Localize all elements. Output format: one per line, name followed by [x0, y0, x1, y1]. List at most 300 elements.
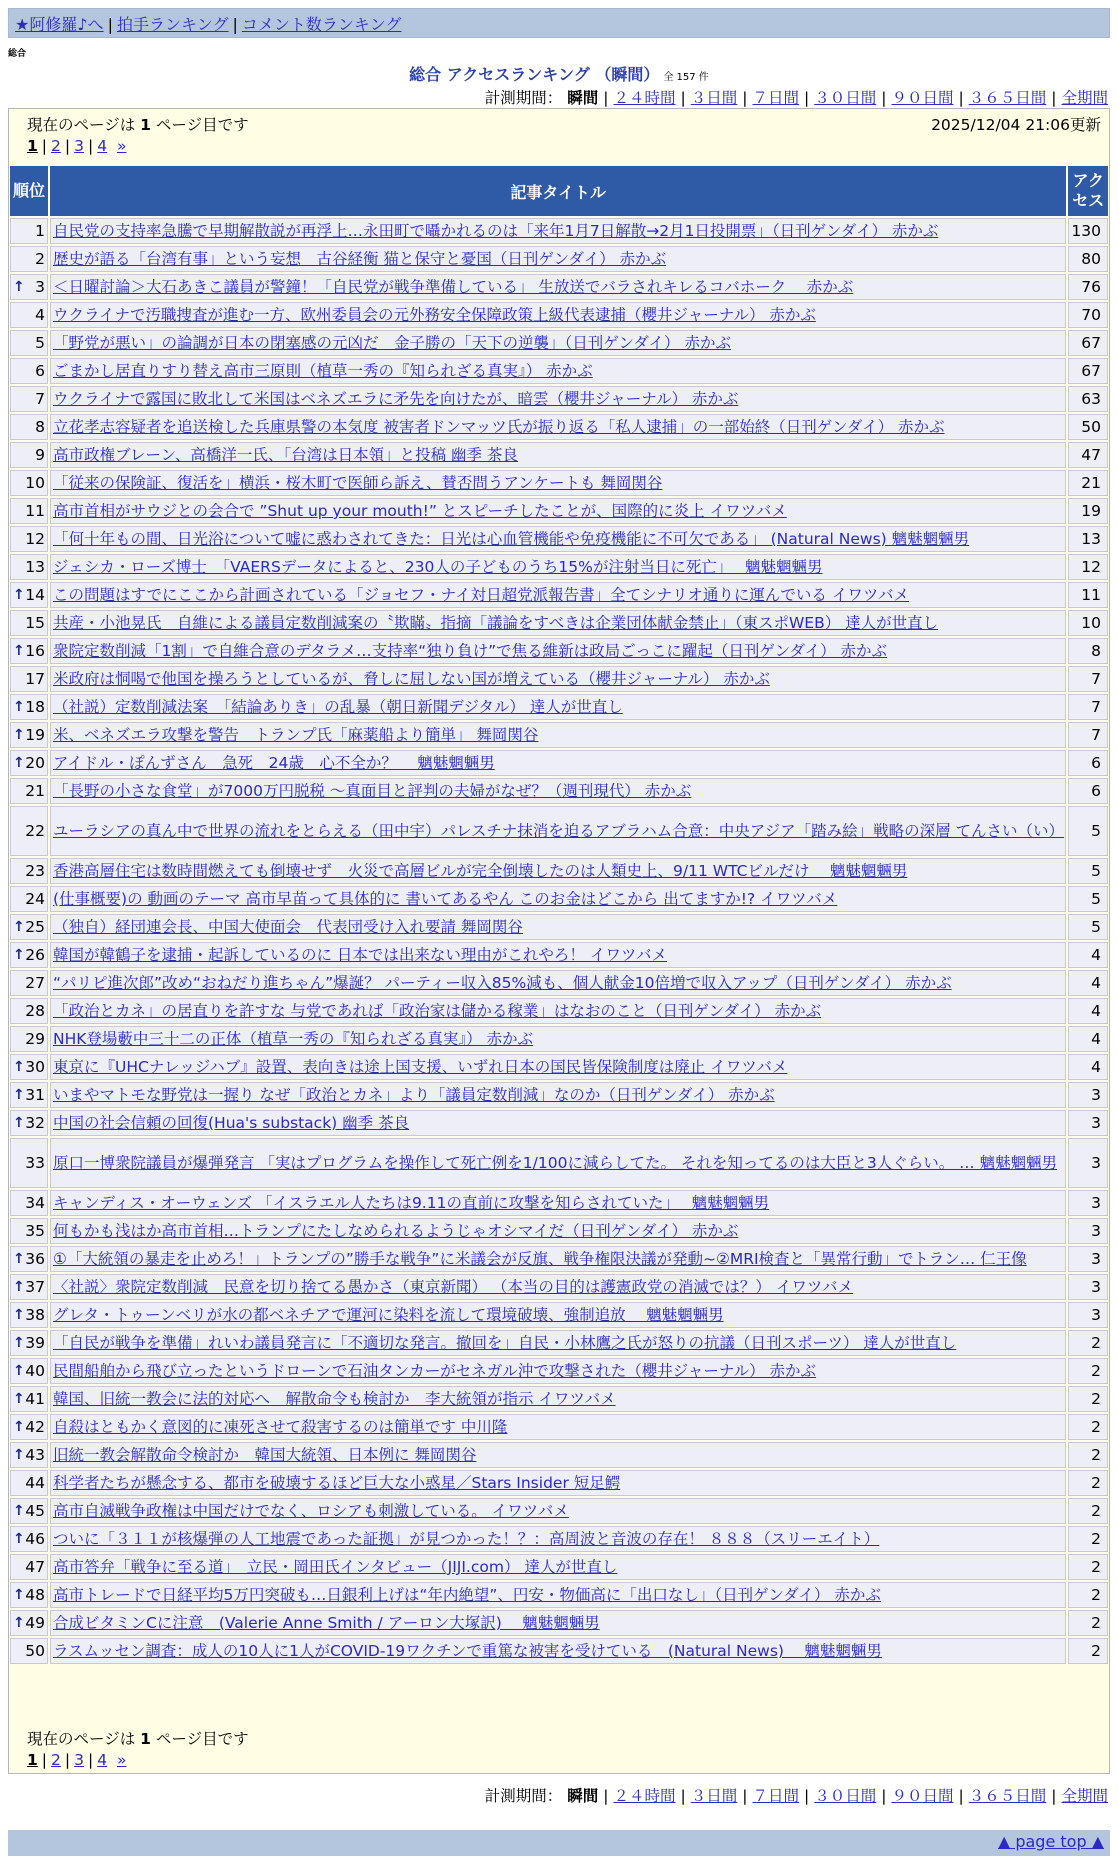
- rank-number: 11: [25, 502, 45, 520]
- article-title-link[interactable]: 高市答弁「戦争に至る道」 立民・岡田氏インタビュー（JIJI.com） 達人が世直し: [53, 1558, 618, 1576]
- article-title-link[interactable]: 高市首相がサウジとの会合で ”Shut up your mouth!” とスピーチしたことが、国際的に炎上 イワツバメ: [53, 502, 787, 520]
- rank-cell: [10, 1526, 48, 1552]
- table-row: [10, 778, 1108, 804]
- article-title-link[interactable]: ジェシカ・ローズ博士 「VAERSデータによると、230人の子どものうち15%が注射当日に死亡」 魑魅魍魎男: [53, 558, 823, 576]
- rank-cell: [10, 414, 48, 440]
- updated-timestamp: 2025/12/04 21:06更新: [931, 116, 1101, 134]
- page-info-number: 1: [140, 1730, 151, 1748]
- rank-cell: [10, 1026, 48, 1052]
- rank-number: 27: [25, 974, 45, 992]
- article-title-link[interactable]: (仕事概要)の 動画のテーマ 高市早苗って具体的に 書いてあるやん このお金はどこから 出てますか!? イワツバメ: [53, 890, 838, 908]
- rank-number: 37: [25, 1278, 45, 1296]
- title-cell: [50, 218, 1066, 244]
- article-title-link[interactable]: 中国の社会信頼の回復(Hua's substack) 幽季 茶良: [53, 1114, 410, 1132]
- article-title-link[interactable]: 原口一博衆院議員が爆弾発言 「実はプログラムを操作して死亡例を1/100に減らしてた。 それを知ってるのは大臣と3人ぐらい。 … 魑魅魍魎男: [53, 1154, 1058, 1172]
- article-title-link[interactable]: 韓国が韓鶴子を逮捕・起訴しているのに 日本では出来ない理由がこれやろ！ イワツバメ: [53, 946, 668, 964]
- rank-number: 4: [35, 306, 45, 324]
- article-title-link[interactable]: “パリピ進次郎”改め“おねだり進ちゃん”爆誕？ パーティー収入85%減も、個人献金10倍増で収入アップ（日刊ゲンダイ） 赤かぶ: [53, 974, 952, 992]
- rank-up-arrow-icon: ↑: [13, 919, 25, 935]
- rank-number: 23: [25, 862, 45, 880]
- article-title-link[interactable]: 米政府は恫喝で他国を操ろうとしているが、脅しに屈しない国が増えている（櫻井ジャーナル） 赤かぶ: [53, 670, 770, 688]
- rank-up-arrow-icon: ↑: [13, 699, 25, 715]
- rank-cell: [10, 1358, 48, 1384]
- table-row: [10, 1414, 1108, 1440]
- rank-number: 50: [25, 1642, 45, 1660]
- table-row: [10, 1274, 1108, 1300]
- period-link-90d[interactable]: ９０日間: [891, 89, 954, 107]
- table-row: [10, 358, 1108, 384]
- access-count: 3: [1068, 1190, 1108, 1216]
- article-title-link[interactable]: 科学者たちが懸念する、都市を破壊するほど巨大な小惑星／Stars Insider 短足鰐: [53, 1474, 621, 1492]
- table-row: [10, 246, 1108, 272]
- page-title: [0, 62, 1118, 85]
- title-cell: [50, 1358, 1066, 1384]
- rank-cell: [10, 1638, 48, 1664]
- rank-cell: [10, 358, 48, 384]
- period-link-all[interactable]: 全期間: [1061, 89, 1108, 107]
- rank-cell: [10, 1330, 48, 1356]
- rank-number: 35: [25, 1222, 45, 1240]
- article-title-link[interactable]: この問題はすでにここから計画されている「ジョセフ・ナイ対日超党派報告書」全てシナリオ通りに運んでいる イワツバメ: [53, 586, 910, 604]
- pager-current: 1: [27, 1751, 38, 1769]
- table-row: [10, 1526, 1108, 1552]
- access-count: 8: [1068, 638, 1108, 664]
- rank-up-arrow-icon: ↑: [13, 1115, 25, 1131]
- access-count: 5: [1068, 886, 1108, 912]
- rank-cell: [10, 610, 48, 636]
- article-title-link[interactable]: いまやマトモな野党は一握り なぜ「政治とカネ」より「議員定数削減」なのか（日刊ゲンダイ） 赤かぶ: [53, 1086, 775, 1104]
- clap-ranking-link[interactable]: 拍手ランキング: [116, 15, 229, 34]
- access-count: 2: [1068, 1358, 1108, 1384]
- rank-up-arrow-icon: ↑: [13, 1335, 25, 1351]
- pager-next[interactable]: »: [116, 137, 127, 155]
- table-row: [10, 610, 1108, 636]
- access-count: 2: [1068, 1442, 1108, 1468]
- table-row: [10, 554, 1108, 580]
- access-count: 5: [1068, 806, 1108, 856]
- access-count: 5: [1068, 858, 1108, 884]
- article-title-link[interactable]: 衆院定数削減「1割」で自維合意のデタラメ…支持率“独り負け”で焦る維新は政局ごっこに躍起（日刊ゲンダイ） 赤かぶ: [53, 642, 888, 660]
- access-count: 2: [1068, 1498, 1108, 1524]
- pager-bottom: 1 | 2 | 3 | 4 »: [27, 1751, 127, 1769]
- period-current: 瞬間: [567, 1787, 599, 1805]
- article-title-link[interactable]: 高市トレードで日経平均5万円突破も…日銀利上げは“年内絶望”、円安・物価高に「出口なし」（日刊ゲンダイ） 赤かぶ: [53, 1586, 881, 1604]
- access-count: 47: [1068, 442, 1108, 468]
- pager-link-2[interactable]: 2: [51, 137, 61, 155]
- table-row: [10, 1498, 1108, 1524]
- article-title-link[interactable]: 民間船舶から飛び立ったというドローンで石油タンカーがセネガル沖で攻撃された（櫻井ジャーナル） 赤かぶ: [53, 1362, 817, 1380]
- article-title-link[interactable]: 自殺はともかく意図的に凍死させて殺害するのは簡単です 中川隆: [53, 1418, 508, 1436]
- rank-up-arrow-icon: ↑: [13, 1447, 25, 1463]
- rank-cell: [10, 1246, 48, 1272]
- article-title-link[interactable]: 何もかも浅はか高市首相…トランプにたしなめられるようじゃオシマイだ（日刊ゲンダイ） 赤かぶ: [53, 1222, 739, 1240]
- table-row: [10, 470, 1108, 496]
- rank-up-arrow-icon: ↑: [13, 1279, 25, 1295]
- page-info-bottom: [27, 1727, 249, 1749]
- rank-up-arrow-icon: ↑: [13, 947, 25, 963]
- article-title-link[interactable]: ラスムッセン調査：成人の10人に1人がCOVID-19ワクチンで重篤な被害を受けている (Natural News) 魑魅魍魎男: [53, 1642, 882, 1660]
- rank-number: 9: [35, 446, 45, 464]
- title-cell: [50, 1554, 1066, 1580]
- page-info-text: ページ目です: [155, 116, 249, 134]
- category-label: 総合: [8, 49, 27, 59]
- access-count: 3: [1068, 1082, 1108, 1108]
- table-row: [10, 666, 1108, 692]
- rank-number: 39: [25, 1334, 45, 1352]
- table-row: [10, 442, 1108, 468]
- access-count: 2: [1068, 1582, 1108, 1608]
- separator: |: [107, 15, 113, 34]
- rank-number: 32: [25, 1114, 45, 1132]
- pager-link-4[interactable]: 4: [97, 137, 108, 155]
- title-cell: [50, 1498, 1066, 1524]
- period-selector-bottom: 計測期間： 瞬間 | ２４時間 | ３日間 | ７日間 | ３０日間 | ９０日間 | ３６５日間 | 全期間: [484, 1787, 1108, 1805]
- rank-cell: [10, 750, 48, 776]
- access-count: 2: [1068, 1330, 1108, 1356]
- period-link-90d[interactable]: ９０日間: [891, 1787, 954, 1805]
- rank-up-arrow-icon: ↑: [13, 279, 25, 295]
- header-title: 記事タイトル: [50, 166, 1066, 216]
- title-cell: [50, 1582, 1066, 1608]
- rank-up-arrow-icon: ↑: [13, 1503, 25, 1519]
- table-row: [10, 218, 1108, 244]
- table-row: [10, 526, 1108, 552]
- article-title-link[interactable]: （独自）経団連会長、中国大使面会 代表団受け入れ要請 舞岡関谷: [53, 918, 523, 936]
- article-title-link[interactable]: 「政治とカネ」の居直りを許すな 与党であれば「政治家は儲かる稼業」はなおのこと（日刊ゲンダイ） 赤かぶ: [53, 1002, 822, 1020]
- period-label: 計測期間：: [484, 89, 563, 107]
- access-count: 3: [1068, 1138, 1108, 1188]
- table-row: [10, 302, 1108, 328]
- footer-bar: [8, 1830, 1110, 1856]
- table-row: [10, 942, 1108, 968]
- rank-cell: [10, 554, 48, 580]
- access-count: 63: [1068, 386, 1108, 412]
- article-title-link[interactable]: 「自民が戦争を準備」れいわ議員発言に「不適切な発言。撤回を」自民・小林鷹之氏が怒りの抗議（日刊スポーツ） 達人が世直し: [53, 1334, 957, 1352]
- rank-cell: [10, 442, 48, 468]
- rank-up-arrow-icon: ↑: [13, 1307, 25, 1323]
- access-count: 7: [1068, 722, 1108, 748]
- article-title-link[interactable]: 「長野の小さな食堂」が7000万円脱税 〜真面目と評判の夫婦がなぜ？（週刊現代） 赤かぶ: [53, 782, 692, 800]
- rank-cell: [10, 722, 48, 748]
- rank-cell: [10, 970, 48, 996]
- period-link-7d[interactable]: ７日間: [752, 89, 799, 107]
- rank-cell: [10, 914, 48, 940]
- article-title-link[interactable]: キャンディス・オーウェンズ 「イスラエル人たちは9.11の直前に攻撃を知らされていた」 魑魅魍魎男: [53, 1194, 770, 1212]
- period-link-3d[interactable]: ３日間: [690, 1787, 738, 1805]
- title-cell: [50, 1110, 1066, 1136]
- table-row: [10, 330, 1108, 356]
- rank-number: 45: [25, 1502, 45, 1520]
- rank-cell: [10, 666, 48, 692]
- article-title-link[interactable]: 東京に『UHCナレッジハブ』設置、表向きは途上国支援、いずれ日本の国民皆保険制度は廃止 イワツバメ: [53, 1058, 788, 1076]
- title-cell: [50, 1218, 1066, 1244]
- article-title-link[interactable]: NHK登場藪中三十二の正体（植草一秀の『知られざる真実』） 赤かぶ: [53, 1030, 534, 1048]
- title-cell: [50, 1026, 1066, 1052]
- period-link-all[interactable]: 全期間: [1061, 1787, 1108, 1805]
- rank-cell: [10, 694, 48, 720]
- title-cell: [50, 886, 1066, 912]
- rank-cell: [10, 1190, 48, 1216]
- access-count: 7: [1068, 694, 1108, 720]
- article-title-link[interactable]: ユーラシアの真ん中で世界の流れをとらえる（田中宇）パレスチナ抹消を迫るアブラハム合意：中央アジア「踏み絵」戦略の深層 てんさい（い）: [53, 822, 1065, 840]
- rank-number: 12: [25, 530, 45, 548]
- rank-number: 33: [25, 1154, 45, 1172]
- title-cell: [50, 582, 1066, 608]
- access-count: 13: [1068, 526, 1108, 552]
- title-cell: [50, 1054, 1066, 1080]
- access-count: 19: [1068, 498, 1108, 524]
- article-title-link[interactable]: 「野党が悪い」の論調が日本の閉塞感の元凶だ 金子勝の「天下の逆襲」（日刊ゲンダイ） 赤かぶ: [53, 334, 731, 352]
- table-row: [10, 998, 1108, 1024]
- rank-cell: [10, 1218, 48, 1244]
- title-cell: [50, 778, 1066, 804]
- access-count: 2: [1068, 1554, 1108, 1580]
- rank-up-arrow-icon: ↑: [13, 1531, 25, 1547]
- rank-number: 22: [25, 822, 45, 840]
- pager-next[interactable]: »: [116, 1751, 127, 1769]
- rank-number: 40: [25, 1362, 45, 1380]
- article-title-link[interactable]: アイドル・ぽんずさん 急死 24歳 心不全か？ 魑魅魍魎男: [53, 754, 495, 772]
- rank-cell: [10, 778, 48, 804]
- table-row: [10, 1442, 1108, 1468]
- title-cell: [50, 274, 1066, 300]
- title-cell: [50, 1138, 1066, 1188]
- article-title-link[interactable]: 「従来の保険証、復活を」横浜・桜木町で医師ら訴え、賛否問うアンケートも 舞岡関谷: [53, 474, 663, 492]
- table-row: [10, 1054, 1108, 1080]
- title-cell: [50, 386, 1066, 412]
- article-title-link[interactable]: 合成ビタミンCに注意 (Valerie Anne Smith / アーロン大塚訳) 魑魅魍魎男: [53, 1614, 600, 1632]
- ranking-table-body: [10, 218, 1108, 1664]
- rank-number: 36: [25, 1250, 45, 1268]
- article-title-link[interactable]: 「何十年もの間、日光浴について嘘に惑わされてきた：日光は心血管機能や免疫機能に不可欠である」 (Natural News) 魑魅魍魎男: [53, 530, 970, 548]
- period-link-24h[interactable]: ２４時間: [613, 1787, 676, 1805]
- rank-up-arrow-icon: ↑: [13, 1059, 25, 1075]
- rank-up-arrow-icon: ↑: [13, 727, 25, 743]
- period-link-3d[interactable]: ３日間: [690, 89, 738, 107]
- article-title-link[interactable]: 高市自滅戦争政権は中国だけでなく、ロシアも刺激している。 イワツバメ: [53, 1502, 569, 1520]
- rank-number: 28: [25, 1002, 45, 1020]
- title-cell: [50, 610, 1066, 636]
- title-cell: [50, 330, 1066, 356]
- header-rank: 順位: [10, 166, 48, 216]
- title-cell: [50, 498, 1066, 524]
- access-count: 2: [1068, 1470, 1108, 1496]
- pager-link-4[interactable]: 4: [97, 1751, 108, 1769]
- article-title-link[interactable]: 〈社説〉衆院定数削減 民意を切り捨てる愚かさ（東京新聞） （本当の目的は護憲政党の消滅では？） イワツバメ: [53, 1278, 854, 1296]
- rank-number: 6: [35, 362, 45, 380]
- access-count: 4: [1068, 970, 1108, 996]
- access-count: 50: [1068, 414, 1108, 440]
- rank-up-arrow-icon: ↑: [13, 1615, 25, 1631]
- rank-up-arrow-icon: ↑: [13, 1251, 25, 1267]
- rank-number: 18: [25, 698, 45, 716]
- rank-cell: [10, 1610, 48, 1636]
- rank-cell: [10, 1442, 48, 1468]
- rank-up-arrow-icon: ↑: [13, 1363, 25, 1379]
- article-title-link[interactable]: ウクライナで汚職捜査が進む一方、欧州委員会の元外務安全保障政策上級代表逮捕（櫻井ジャーナル） 赤かぶ: [53, 306, 816, 324]
- rank-number: 41: [25, 1390, 45, 1408]
- title-cell: [50, 970, 1066, 996]
- rank-number: 42: [25, 1418, 45, 1436]
- period-selector-top: 計測期間： 瞬間 | ２４時間 | ３日間 | ７日間 | ３０日間 | ９０日間 | ３６５日間 | 全期間: [484, 89, 1108, 107]
- page-info-number: 1: [140, 116, 151, 134]
- rank-cell: [10, 526, 48, 552]
- article-title-link[interactable]: ①「大統領の暴走を止めろ！」トランプの”勝手な戦争”に米議会が反旗、戦争権限決議が発動~②MRI検査と「異常行動」でトラン… 仁王像: [53, 1250, 1027, 1268]
- rank-number: 44: [25, 1474, 45, 1492]
- title-cell: [50, 806, 1066, 856]
- title-cell: [50, 914, 1066, 940]
- rank-number: 20: [25, 754, 45, 772]
- rank-number: 2: [35, 250, 45, 268]
- access-count: 4: [1068, 1054, 1108, 1080]
- period-label: 計測期間：: [484, 1787, 563, 1805]
- title-cell: [50, 1274, 1066, 1300]
- rank-number: 1: [35, 222, 45, 240]
- access-count: 2: [1068, 1610, 1108, 1636]
- pager-link-3[interactable]: 3: [74, 1751, 85, 1769]
- table-row: [10, 1110, 1108, 1136]
- comment-ranking-link[interactable]: コメント数ランキング: [241, 15, 402, 34]
- article-title-link[interactable]: 韓国、旧統一教会に法的対応へ 解散命令も検討か 李大統領が指示 イワツバメ: [53, 1390, 616, 1408]
- article-title-link[interactable]: （社説）定数削減法案 「結論ありき」の乱暴（朝日新聞デジタル） 達人が世直し: [53, 698, 623, 716]
- table-row: [10, 386, 1108, 412]
- article-title-link[interactable]: 共産・小池晃氏 自維による議員定数削減案の〝欺瞞〟指摘「議論をすべきは企業団体献金禁止」（東スポWEB） 達人が世直し: [53, 614, 939, 632]
- rank-cell: [10, 886, 48, 912]
- table-row: [10, 1082, 1108, 1108]
- rank-number: 49: [25, 1614, 45, 1632]
- access-count: 4: [1068, 942, 1108, 968]
- table-row: [10, 970, 1108, 996]
- rank-cell: [10, 386, 48, 412]
- rank-cell: [10, 302, 48, 328]
- access-count: 4: [1068, 1026, 1108, 1052]
- rank-cell: [10, 1054, 48, 1080]
- period-link-365d[interactable]: ３６５日間: [968, 1787, 1047, 1805]
- page-top-link[interactable]: ▲ page top ▲: [997, 1832, 1104, 1851]
- table-row: [10, 806, 1108, 856]
- rank-number: 30: [25, 1058, 45, 1076]
- rank-number: 21: [25, 782, 45, 800]
- access-count: 76: [1068, 274, 1108, 300]
- access-count: 6: [1068, 750, 1108, 776]
- rank-cell: [10, 806, 48, 856]
- rank-cell: [10, 246, 48, 272]
- access-count: 3: [1068, 1110, 1108, 1136]
- access-count: 2: [1068, 1386, 1108, 1412]
- article-title-link[interactable]: 自民党の支持率急騰で早期解散説が再浮上…永田町で囁かれるのは「来年1月7日解散→2月1日投開票」（日刊ゲンダイ） 赤かぶ: [53, 222, 939, 240]
- pager-link-2[interactable]: 2: [51, 1751, 61, 1769]
- rank-cell: [10, 274, 48, 300]
- article-title-link[interactable]: 香港高層住宅は数時間燃えても倒壊せず 火災で高層ビルが完全倒壊したのは人類史上、9/11 WTCビルだけ 魑魅魍魎男: [53, 862, 908, 880]
- title-cell: [50, 470, 1066, 496]
- separator: |: [232, 15, 238, 34]
- title-cell: [50, 694, 1066, 720]
- rank-up-arrow-icon: ↑: [13, 755, 25, 771]
- rank-cell: [10, 1386, 48, 1412]
- rank-number: 15: [25, 614, 45, 632]
- period-current: 瞬間: [567, 89, 599, 107]
- pager-top: 1 | 2 | 3 | 4 »: [27, 137, 127, 155]
- table-row: [10, 694, 1108, 720]
- rank-cell: [10, 1554, 48, 1580]
- rank-number: 47: [25, 1558, 45, 1576]
- table-row: [10, 914, 1108, 940]
- title-cell: [50, 1442, 1066, 1468]
- article-title-link[interactable]: ウクライナで露国に敗北して米国はベネズエラに矛先を向けたが、暗雲（櫻井ジャーナル） 赤かぶ: [53, 390, 739, 408]
- title-cell: [50, 858, 1066, 884]
- page-info-text: 現在のページは: [27, 1730, 136, 1748]
- title-cell: [50, 1082, 1066, 1108]
- article-title-link[interactable]: 歴史が語る「台湾有事」という妄想 古谷経衡 猫と保守と憂国（日刊ゲンダイ） 赤かぶ: [53, 250, 667, 268]
- period-link-24h[interactable]: ２４時間: [613, 89, 676, 107]
- pager-link-3[interactable]: 3: [74, 137, 85, 155]
- rank-number: 43: [25, 1446, 45, 1464]
- period-link-365d[interactable]: ３６５日間: [968, 89, 1047, 107]
- rank-cell: [10, 638, 48, 664]
- access-count: 6: [1068, 778, 1108, 804]
- title-cell: [50, 442, 1066, 468]
- access-count: 5: [1068, 914, 1108, 940]
- title-cell: [50, 722, 1066, 748]
- article-title-link[interactable]: 米、ベネズエラ攻撃を警告 トランプ氏「麻薬船より簡単」 舞岡関谷: [53, 726, 539, 744]
- rank-cell: [10, 1110, 48, 1136]
- total-count: 全 157 件: [663, 72, 709, 83]
- rank-number: 5: [35, 334, 45, 352]
- access-count: 7: [1068, 666, 1108, 692]
- access-count: 4: [1068, 998, 1108, 1024]
- article-title-link[interactable]: 高市政権ブレーン、高橋洋一氏、「台湾は日本領」と投稿 幽季 茶良: [53, 446, 518, 464]
- article-title-link[interactable]: 旧統一教会解散命令検討か 韓国大統領、日本例に 舞岡関谷: [53, 1446, 477, 1464]
- title-cell: [50, 246, 1066, 272]
- table-row: [10, 1358, 1108, 1384]
- title-cell: [50, 750, 1066, 776]
- page-info-top: [27, 113, 249, 135]
- period-link-30d[interactable]: ３０日間: [814, 1787, 877, 1805]
- title-cell: [50, 1470, 1066, 1496]
- table-row: [10, 1138, 1108, 1188]
- access-count: 10: [1068, 610, 1108, 636]
- access-count: 12: [1068, 554, 1108, 580]
- article-title-link[interactable]: ＜日曜討論＞大石あきこ議員が警鐘！「自民党が戦争準備している」 生放送でバラされキレるコバホーク 赤かぶ: [53, 278, 854, 296]
- period-link-30d[interactable]: ３０日間: [814, 89, 877, 107]
- rank-number: 10: [25, 474, 45, 492]
- table-row: [10, 1386, 1108, 1412]
- rank-up-arrow-icon: ↑: [13, 1587, 25, 1603]
- title-cell: [50, 1190, 1066, 1216]
- home-link[interactable]: ★阿修羅♪へ: [15, 15, 104, 34]
- article-title-link[interactable]: グレタ・トゥーンベリが水の都ベネチアで運河に染料を流して環境破壊、強制追放 魑魅魍魎男: [53, 1306, 724, 1324]
- rank-cell: [10, 498, 48, 524]
- ranking-table: [8, 164, 1110, 1666]
- rank-number: 7: [35, 390, 45, 408]
- table-row: [10, 1026, 1108, 1052]
- article-title-link[interactable]: ついに「３１１が核爆弾の人工地震であった証拠」が見つかった！？：高周波と音波の存在！ ８８８（スリーエイト）: [53, 1530, 880, 1548]
- rank-cell: [10, 1302, 48, 1328]
- article-title-link[interactable]: 立花孝志容疑者を追送検した兵庫県警の本気度 被害者ドンマッツ氏が振り返る「私人逮捕」の一部始終（日刊ゲンダイ） 赤かぶ: [53, 418, 945, 436]
- rank-number: 8: [35, 418, 45, 436]
- rank-up-arrow-icon: ↑: [13, 643, 25, 659]
- title-cell: [50, 302, 1066, 328]
- title-cell: [50, 358, 1066, 384]
- table-row: [10, 1554, 1108, 1580]
- rank-cell: [10, 1414, 48, 1440]
- article-title-link[interactable]: ごまかし居直りすり替え高市三原則（植草一秀の『知られざる真実』） 赤かぶ: [53, 362, 593, 380]
- rank-up-arrow-icon: ↑: [13, 1087, 25, 1103]
- title-cell: [50, 1638, 1066, 1664]
- rank-cell: [10, 1138, 48, 1188]
- rank-number: 3: [35, 278, 45, 296]
- period-link-7d[interactable]: ７日間: [752, 1787, 799, 1805]
